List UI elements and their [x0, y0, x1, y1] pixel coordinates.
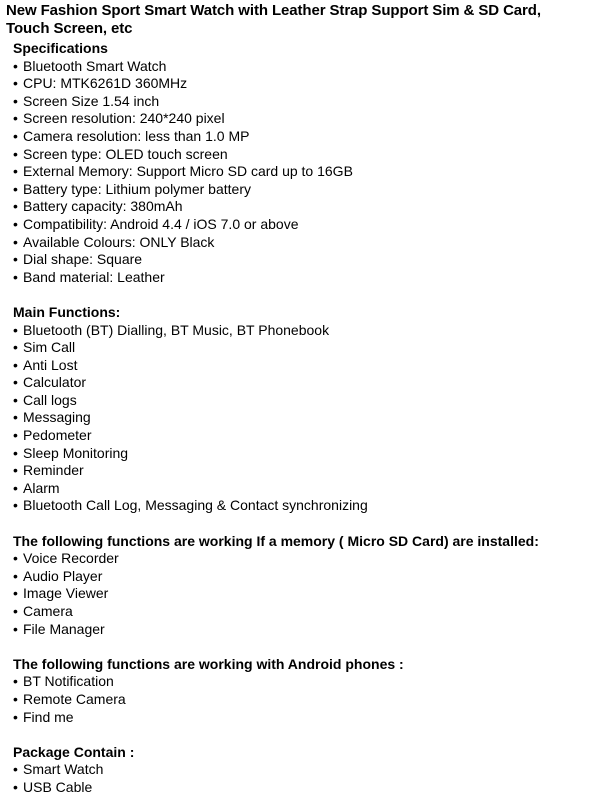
list-item-text: Messaging — [23, 409, 91, 426]
list-item — [13, 568, 586, 586]
list-item — [13, 322, 586, 340]
bullet-glyph: • — [13, 690, 18, 707]
bullet-glyph: • — [13, 479, 18, 496]
list-item-text: CPU: MTK6261D 360MHz — [23, 75, 188, 92]
list-item — [13, 181, 586, 199]
list-item-text: Battery type: Lithium polymer battery — [23, 180, 251, 197]
list-item — [13, 709, 586, 727]
list-item-text: Sim Call — [23, 339, 76, 356]
list-item-text: Reminder — [23, 462, 84, 479]
list-item — [13, 462, 586, 480]
list-item-text: Pedometer — [23, 427, 92, 444]
list-item — [13, 673, 586, 691]
bullet-list — [13, 550, 586, 638]
list-item — [13, 480, 586, 498]
list-item-text: Alarm — [23, 479, 60, 496]
bullet-glyph: • — [13, 145, 18, 162]
bullet-glyph: • — [13, 391, 18, 408]
bullet-glyph: • — [13, 497, 18, 514]
bullet-glyph: • — [13, 427, 18, 444]
list-item-text: Remote Camera — [23, 690, 126, 707]
bullet-glyph: • — [13, 321, 18, 338]
list-item-text: Band material: Leather — [23, 268, 165, 285]
list-item-text: Bluetooth Call Log, Messaging & Contact synchronizing — [23, 497, 368, 514]
bullet-glyph: • — [13, 198, 18, 215]
bullet-list — [13, 673, 586, 726]
section-block — [13, 40, 586, 286]
list-item-text: Calculator — [23, 374, 87, 391]
bullet-glyph: • — [13, 550, 18, 567]
list-item — [13, 374, 586, 392]
list-item-text: Available Colours: ONLY Black — [23, 233, 215, 250]
bullet-glyph: • — [13, 251, 18, 268]
bullet-glyph: • — [13, 233, 18, 250]
bullet-list — [13, 58, 586, 287]
list-item-text: Call logs — [23, 391, 77, 408]
list-item-text: Battery capacity: 380mAh — [23, 198, 183, 215]
list-item-text: Smart Watch — [23, 761, 104, 778]
list-item-text: Find me — [23, 708, 74, 725]
section-spacer — [13, 286, 586, 304]
bullet-glyph: • — [13, 673, 18, 690]
bullet-glyph: • — [13, 603, 18, 619]
section-spacer — [13, 638, 586, 656]
bullet-glyph: • — [13, 110, 18, 127]
list-item — [13, 146, 586, 164]
bullet-glyph: • — [13, 339, 18, 356]
section-block — [13, 304, 586, 515]
list-item-text: Camera resolution: less than 1.0 MP — [23, 127, 250, 144]
section-spacer — [13, 515, 586, 533]
bullet-glyph: • — [13, 127, 18, 144]
bullet-glyph: • — [13, 75, 18, 92]
list-item — [13, 621, 586, 639]
section-heading: The following functions are working with Android phones : — [13, 655, 404, 672]
list-item — [13, 427, 586, 445]
section-heading: Main Functions: — [13, 303, 121, 320]
list-item-text: Camera — [23, 603, 73, 619]
list-item-text: Screen type: OLED touch screen — [23, 145, 228, 162]
bullet-glyph: • — [13, 409, 18, 426]
list-item — [13, 75, 586, 93]
bullet-glyph: • — [13, 356, 18, 373]
bullet-glyph: • — [13, 462, 18, 479]
list-item — [13, 357, 586, 375]
list-item-text: Image Viewer — [23, 585, 109, 602]
list-item — [13, 585, 586, 603]
bullet-glyph: • — [13, 163, 18, 180]
list-item-text: Audio Player — [23, 567, 103, 584]
list-item — [13, 234, 586, 252]
bullet-glyph: • — [13, 620, 18, 637]
bullet-glyph: • — [13, 57, 18, 74]
list-item-text: Screen Size 1.54 inch — [23, 92, 160, 109]
list-item — [13, 339, 586, 357]
list-item — [13, 216, 586, 234]
list-item-text: Dial shape: Square — [23, 251, 143, 268]
list-item-text: Voice Recorder — [23, 550, 119, 567]
list-item — [13, 93, 586, 111]
list-item-text: External Memory: Support Micro SD card up to 16GB — [23, 163, 353, 180]
list-item — [13, 497, 586, 515]
list-item-text: Screen resolution: 240*240 pixel — [23, 110, 225, 127]
list-item — [13, 251, 586, 269]
bullet-glyph: • — [13, 585, 18, 602]
bullet-glyph: • — [13, 180, 18, 197]
list-item — [13, 691, 586, 709]
list-item — [13, 392, 586, 410]
bullet-glyph: • — [13, 708, 18, 725]
list-item-text: Compatibility: Android 4.4 / iOS 7.0 or above — [23, 215, 299, 232]
bullet-glyph: • — [13, 92, 18, 109]
section-heading: Specifications — [13, 40, 108, 56]
section-spacer — [13, 726, 586, 744]
list-item — [13, 603, 586, 621]
list-item-text: Bluetooth (BT) Dialling, BT Music, BT Phonebook — [23, 321, 330, 338]
list-item-text: File Manager — [23, 620, 105, 637]
list-item — [13, 58, 586, 76]
section-heading: Package Contain : — [13, 743, 135, 760]
bullet-glyph: • — [13, 268, 18, 285]
bullet-list — [13, 322, 586, 516]
list-item-text: USB Cable — [23, 778, 93, 795]
section-block — [13, 533, 586, 639]
bullet-glyph: • — [13, 567, 18, 584]
list-item — [13, 198, 586, 216]
list-item-text: Sleep Monitoring — [23, 444, 129, 461]
list-item — [13, 779, 586, 797]
bullet-glyph: • — [13, 761, 18, 778]
section-block — [13, 656, 586, 726]
bullet-glyph: • — [13, 444, 18, 461]
bullet-glyph: • — [13, 374, 18, 391]
list-item — [13, 550, 586, 568]
list-item — [13, 110, 586, 128]
list-item-text: Bluetooth Smart Watch — [23, 57, 167, 74]
list-item — [13, 163, 586, 181]
bullet-list — [13, 761, 586, 796]
sections-container — [13, 40, 586, 797]
list-item — [13, 128, 586, 146]
product-title: New Fashion Sport Smart Watch with Leather Strap Support Sim & SD Card, Touch Screen, etc — [6, 2, 541, 37]
list-item-text: Anti Lost — [23, 356, 78, 373]
list-item — [13, 761, 586, 779]
list-item — [13, 409, 586, 427]
list-item-text: BT Notification — [23, 673, 114, 690]
section-block — [13, 744, 586, 797]
list-item — [13, 269, 586, 287]
section-heading: The following functions are working If a memory ( Micro SD Card) are installed: — [13, 532, 539, 549]
bullet-glyph: • — [13, 778, 18, 795]
bullet-glyph: • — [13, 215, 18, 232]
list-item — [13, 445, 586, 463]
